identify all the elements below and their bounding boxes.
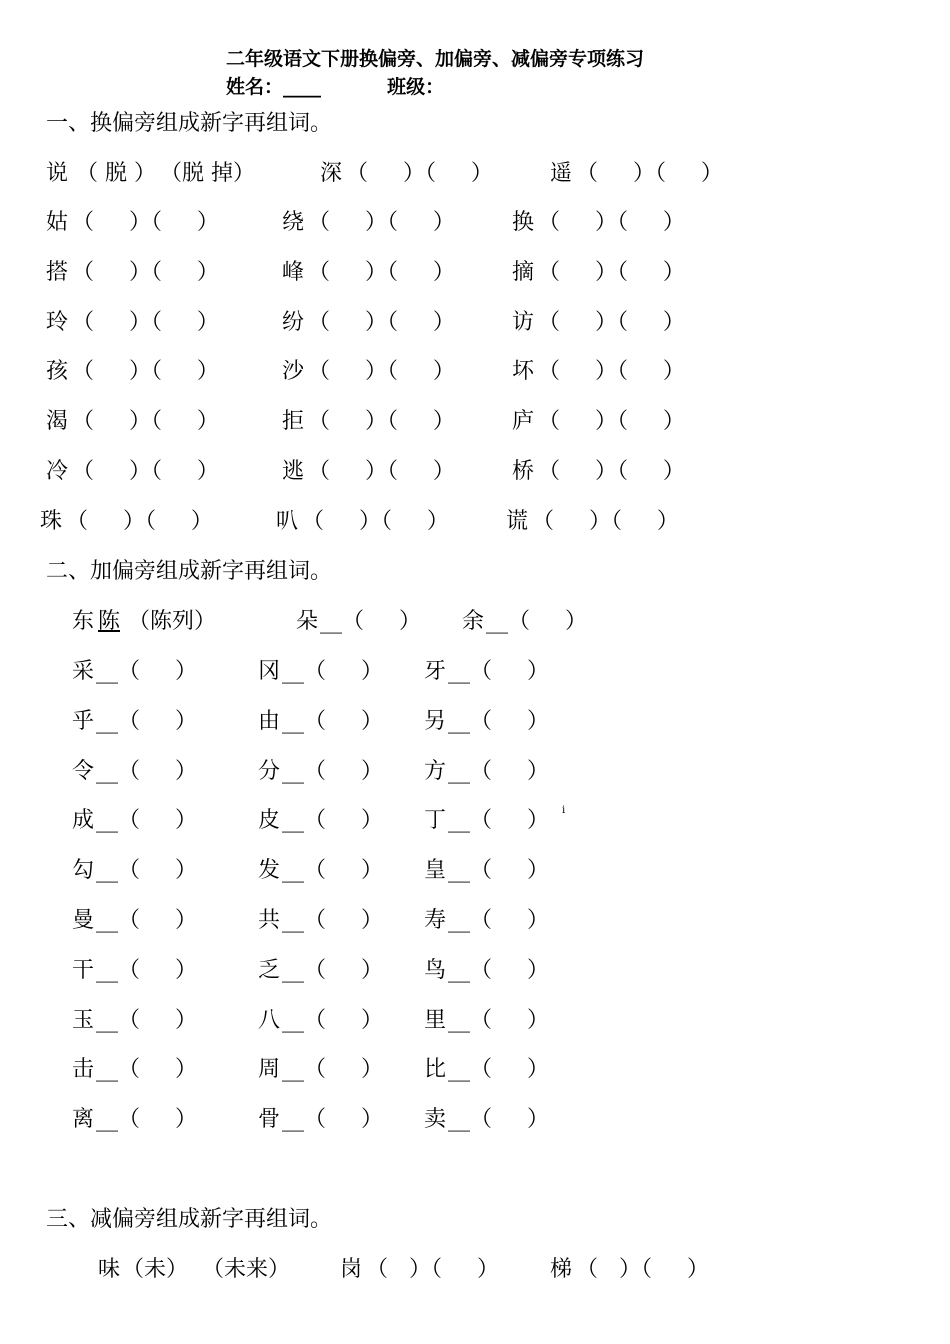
section1-example-row [46,156,906,186]
item-blanks[interactable]: （ ）（ ） [308,359,455,385]
item-blank[interactable]: __（ ） [448,808,549,834]
item-blanks[interactable]: （ ）（ ） [532,508,679,534]
item-blank[interactable]: __（ ） [282,808,383,834]
item-char: 拒 [282,409,305,435]
item-char: 发 [258,858,281,884]
item-char: 成 [72,808,95,834]
item-char: 共 [258,908,281,933]
example-char: 味 [98,1257,121,1282]
item-blanks[interactable]: （ ）（ ） [72,359,219,385]
item-blanks[interactable]: （ ）（ ） [72,210,219,235]
item-char: 峰 [282,259,305,285]
item-char: 摘 [512,259,535,285]
item-blanks[interactable]: （ ）（ ） [538,459,685,484]
item-char: 击 [72,1057,95,1083]
item-blank[interactable]: __（ ） [282,758,383,784]
item-char: 由 [258,708,281,734]
item-blanks[interactable]: （ ）（ ） [72,259,219,285]
section1-row [0,255,900,285]
item-blank[interactable]: __（ ） [96,808,197,834]
item-blank[interactable]: __（ ） [282,1057,383,1083]
section1-row [0,305,900,335]
item-char: 谎 [506,508,529,534]
item-blanks[interactable]: （ ）（ ） [308,459,455,484]
item-char: 干 [72,957,95,983]
item-char: 令 [72,758,95,784]
item-char: 玉 [72,1007,95,1033]
item-blank[interactable]: __（ ） [320,609,421,634]
example-char: 说 [46,161,69,186]
item-char: 姑 [46,210,69,235]
item-blanks[interactable]: （ ）（ ） [308,309,455,335]
item-char: 坏 [512,359,535,385]
item-blank[interactable]: __（ ） [96,1007,197,1033]
item-blank[interactable]: __（ ） [96,957,197,983]
item-char: 冷 [46,459,69,484]
section2-row [0,1052,900,1082]
item-char: 深 [320,161,343,186]
item-blanks[interactable]: （ ）（ ） [308,409,455,435]
item-blanks[interactable]: （ ）（ ） [66,508,213,534]
item-blanks[interactable]: （ ）（ ） [72,309,219,335]
item-blanks[interactable]: （ ）（ ） [302,508,449,534]
item-blanks[interactable]: （ ）（ ） [366,1257,499,1282]
item-char: 纷 [282,309,305,335]
item-blank[interactable]: __（ ） [448,908,549,933]
item-blank[interactable]: __（ ） [448,858,549,884]
item-char: 骨 [258,1107,281,1133]
item-char: 梯 [550,1257,573,1282]
item-blank[interactable]: __（ ） [486,609,587,634]
item-char: 桥 [512,459,535,484]
example-word: （陈列） [128,609,217,634]
item-char: 皇 [424,858,447,884]
item-blanks[interactable]: （ ）（ ） [308,210,455,235]
section2-row [0,903,900,933]
item-blank[interactable]: __（ ） [282,858,383,884]
item-char: 珠 [40,508,63,534]
item-char: 采 [72,659,95,684]
example-answer: 陈 [98,609,121,634]
item-blank[interactable]: __（ ） [282,708,383,734]
item-char: 余 [462,609,485,634]
item-char: 渴 [46,409,69,435]
item-char: 寿 [424,908,447,933]
item-blank[interactable]: __（ ） [282,1107,383,1133]
item-char: 方 [424,758,447,784]
example-char: 东 [72,609,95,634]
example-answer: （未） [122,1257,189,1282]
item-blank[interactable]: __（ ） [96,708,197,734]
item-char: 分 [258,758,281,784]
item-blank[interactable]: __（ ） [282,659,383,684]
item-blank[interactable]: __（ ） [96,659,197,684]
item-blanks[interactable]: （ ）（ ） [72,459,219,484]
section2-row [0,853,900,883]
item-blank[interactable]: __（ ） [96,908,197,933]
item-blank[interactable]: __（ ） [448,758,549,784]
section1-row [0,404,900,434]
section1-row [0,454,900,484]
item-blank[interactable]: __（ ） [282,957,383,983]
item-blank[interactable]: __（ ） [448,1107,549,1133]
item-char: 逃 [282,459,305,484]
item-blanks[interactable]: （ ）（ ） [576,161,723,186]
item-blanks[interactable]: （ ）（ ） [538,309,685,335]
section1-row [0,205,900,235]
worksheet-title: 二年级语文下册换偏旁、加偏旁、减偏旁专项练习 [226,48,645,70]
section2-row [0,654,900,684]
item-char: 换 [512,210,535,235]
stray-mark: i [562,805,566,816]
item-char: 乏 [258,957,281,983]
example-word: （脱 掉） [160,161,255,186]
item-char: 孩 [46,359,69,385]
item-char: 庐 [512,409,535,435]
item-char: 玲 [46,309,69,335]
item-blank[interactable]: __（ ） [282,1007,383,1033]
item-blank[interactable]: __（ ） [448,1007,549,1033]
item-blanks[interactable]: （ ）（ ） [576,1257,709,1282]
item-blank[interactable]: __（ ） [96,758,197,784]
item-char: 勾 [72,858,95,884]
item-char: 离 [72,1107,95,1133]
item-char: 鸟 [424,957,447,983]
item-char: 曼 [72,908,95,933]
item-char: 里 [424,1007,447,1033]
item-char: 卖 [424,1107,447,1133]
item-char: 比 [424,1057,447,1083]
item-blank[interactable]: __（ ） [448,1057,549,1083]
section1-row [0,354,900,384]
item-char: 朵 [296,609,319,634]
item-blank[interactable]: __（ ） [96,1107,197,1133]
item-char: 乎 [72,708,95,734]
section3-example-row [98,1252,798,1282]
section1-heading: 一、换偏旁组成新字再组词。 [46,111,333,136]
item-char: 叭 [276,508,299,534]
item-blanks[interactable]: （ ）（ ） [346,161,493,186]
item-char: 丁 [424,808,447,834]
section2-row [0,1003,900,1033]
item-blank[interactable]: __（ ） [448,708,549,734]
section2-row [0,953,900,983]
item-char: 牙 [424,659,447,684]
item-char: 绕 [282,210,305,235]
item-blanks[interactable]: （ ）（ ） [538,259,685,285]
item-char: 访 [512,309,535,335]
section2-row [0,803,900,833]
section3-heading: 三、减偏旁组成新字再组词。 [46,1207,333,1232]
section2-row [0,704,900,734]
item-blank[interactable]: __（ ） [96,858,197,884]
section2-heading: 二、加偏旁组成新字再组词。 [46,559,333,584]
item-char: 周 [258,1057,281,1083]
section2-row [0,754,900,784]
item-char: 冈 [258,659,281,684]
item-char: 岗 [340,1257,363,1282]
item-blanks[interactable]: （ ）（ ） [72,409,219,435]
section2-row [0,1102,900,1132]
section2-example-row [72,604,772,634]
item-char: 八 [258,1007,281,1033]
item-blank[interactable]: __（ ） [448,957,549,983]
section1-row [0,504,900,534]
item-blank[interactable]: __（ ） [96,1057,197,1083]
item-char: 另 [424,708,447,734]
example-word: （未来） [202,1257,291,1282]
item-char: 遥 [550,161,573,186]
item-blanks[interactable]: （ ）（ ） [538,210,685,235]
item-blank[interactable]: __（ ） [282,908,383,933]
item-char: 皮 [258,808,281,834]
item-blank[interactable]: __（ ） [448,659,549,684]
item-blanks[interactable]: （ ）（ ） [308,259,455,285]
item-blanks[interactable]: （ ）（ ） [538,359,685,385]
example-answer: （ 脱 ） [76,161,156,186]
item-char: 沙 [282,359,305,385]
name-class-line: 姓名：____ 班级： [226,76,445,98]
item-blanks[interactable]: （ ）（ ） [538,409,685,435]
item-char: 搭 [46,259,69,285]
